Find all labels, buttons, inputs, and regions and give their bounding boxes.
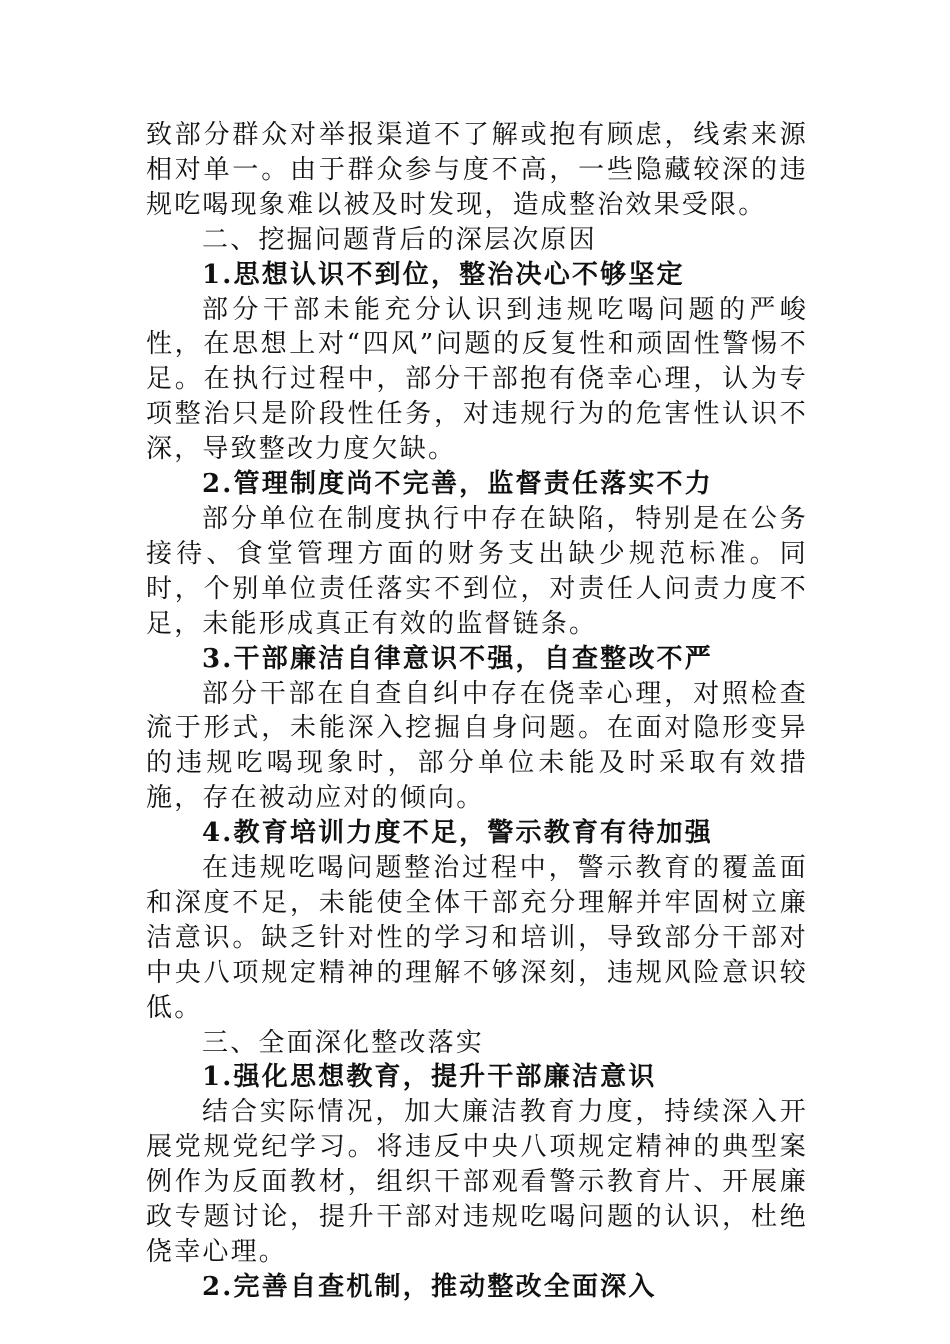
document-body (146, 118, 808, 1305)
body-paragraph: 结合实际情况，加大廉洁教育力度，持续深入开展党规党纪学习。将违反中央八项规定精神的典型案例作为反面教材，组织干部观看警示教育片、开展廉政专题讨论，提升干部对违规吃喝问题的认识，杜绝侥幸心理。 (146, 1097, 808, 1267)
body-paragraph: 部分单位在制度执行中存在缺陷，特别是在公务接待、食堂管理方面的财务支出缺少规范标准。同时，个别单位责任落实不到位，对责任人问责力度不足，未能形成真正有效的监督链条。 (146, 503, 808, 639)
section-heading: 三、全面深化整改落实 (202, 1027, 485, 1058)
body-paragraph: 在违规吃喝问题整治过程中，警示教育的覆盖面和深度不足，未能使全体干部充分理解并牢固树立廉洁意识。缺乏针对性的学习和培训，导致部分干部对中央八项规定精神的理解不够深刻，违规风险意识较低。 (146, 853, 808, 1023)
subsection-heading: 4.教育培训力度不足，警示教育有待加强 (202, 818, 713, 849)
section-heading: 二、挖掘问题背后的深层次原因 (202, 224, 597, 255)
subsection-heading: 2.完善自查机制，推动整改全面深入 (202, 1271, 657, 1302)
subsection-heading: 3.干部廉洁自律意识不强，自查整改不严 (202, 643, 713, 674)
body-paragraph: 部分干部在自查自纠中存在侥幸心理，对照检查流于形式，未能深入挖掘自身问题。在面对隐形变异的违规吃喝现象时，部分单位未能及时采取有效措施，存在被动应对的倾向。 (146, 678, 808, 814)
subsection-heading: 2.管理制度尚不完善，监督责任落实不力 (202, 469, 713, 500)
subsection-heading: 1.强化思想教育，提升干部廉洁意识 (202, 1062, 657, 1093)
subsection-heading: 1.思想认识不到位，整治决心不够坚定 (202, 259, 685, 290)
body-paragraph: 致部分群众对举报渠道不了解或抱有顾虑，线索来源相对单一。由于群众参与度不高，一些隐藏较深的违规吃喝现象难以被及时发现，造成整治效果受限。 (146, 120, 808, 220)
body-paragraph: 部分干部未能充分认识到违规吃喝问题的严峻性，在思想上对“四风”问题的反复性和顽固性警惕不足。在执行过程中，部分干部抱有侥幸心理，认为专项整治只是阶段性任务，对违规行为的危害性认识不深，导致整改力度欠缺。 (146, 294, 808, 465)
